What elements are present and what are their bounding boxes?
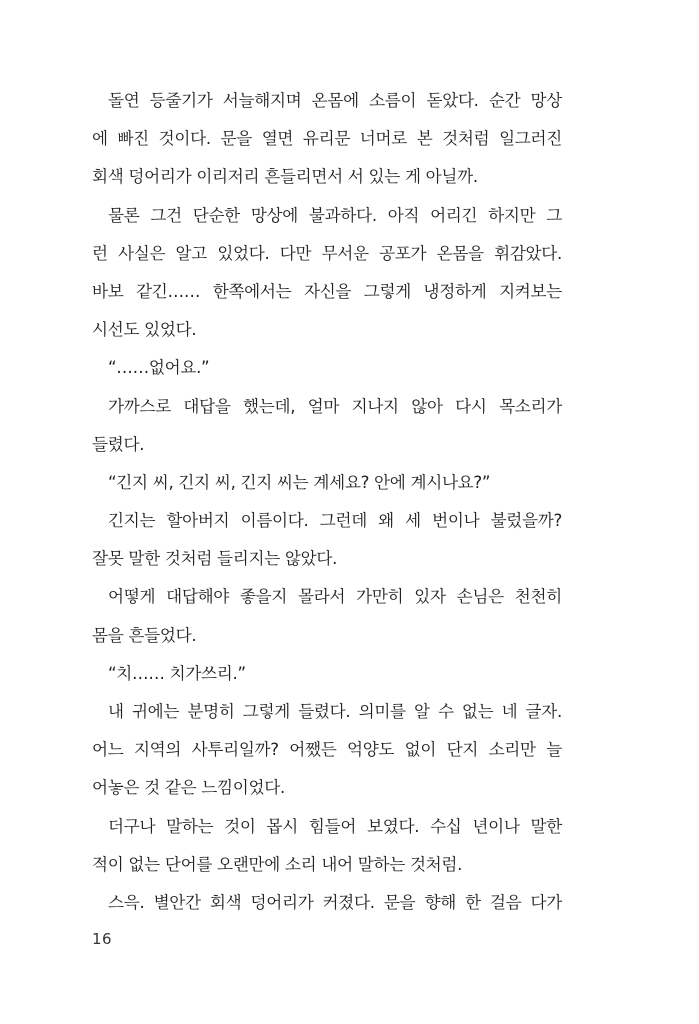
text-line: 잘못 말한 것처럼 들리지는 않았다. xyxy=(92,549,338,569)
text-line: 몸을 흔들었다. xyxy=(92,625,197,645)
text-line: 내 귀에는 분명히 그렇게 들렸다. 의미를 알 수 없는 네 글자. xyxy=(108,702,562,721)
text-line: “긴지 씨, 긴지 씨, 긴지 씨는 계세요? 안에 계시나요?” xyxy=(108,472,491,492)
text-line: “치…… 치가쓰리.” xyxy=(108,663,246,683)
text-line: 들렸다. xyxy=(92,434,145,454)
text-line: 런 사실은 알고 있었다. 다만 무서운 공포가 온몸을 휘감았다. xyxy=(92,243,562,263)
text-line: 스윽. 별안간 회색 덩어리가 커졌다. 문을 향해 한 걸음 다가 xyxy=(108,892,562,912)
text-line: 시선도 있었다. xyxy=(92,320,197,340)
text-line: 바보 같긴…… 한쪽에서는 자신을 그렇게 냉정하게 지켜보는 xyxy=(92,281,562,301)
text-line: 어느 지역의 사투리일까? 어쨌든 억양도 없이 단지 소리만 늘 xyxy=(92,740,562,760)
text-line: 가까스로 대답을 했는데, 얼마 지나지 않아 다시 목소리가 xyxy=(108,396,562,416)
page-number: 16 xyxy=(92,930,113,948)
text-line: 어놓은 것 같은 느낌이었다. xyxy=(92,778,285,798)
text-line: 돌연 등줄기가 서늘해지며 온몸에 소름이 돋았다. 순간 망상 xyxy=(108,91,562,110)
text-line: 적이 없는 단어를 오랜만에 소리 내어 말하는 것처럼. xyxy=(92,854,463,874)
text-line: 물론 그건 단순한 망상에 불과하다. 아직 어리긴 하지만 그 xyxy=(108,205,562,225)
text-line: 어떻게 대답해야 좋을지 몰라서 가만히 있자 손님은 천천히 xyxy=(108,587,562,607)
text-line: 더구나 말하는 것이 몹시 힘들어 보였다. 수십 년이나 말한 xyxy=(108,816,562,836)
text-line: “……없어요.” xyxy=(108,358,210,378)
text-line: 에 빠진 것이다. 문을 열면 유리문 너머로 본 것처럼 일그러진 xyxy=(92,129,562,149)
text-line: 긴지는 할아버지 이름이다. 그런데 왜 세 번이나 불렀을까? xyxy=(108,511,562,531)
text-line: 회색 덩어리가 이리저리 흔들리면서 서 있는 게 아닐까. xyxy=(92,167,478,187)
body-text xyxy=(92,82,562,922)
